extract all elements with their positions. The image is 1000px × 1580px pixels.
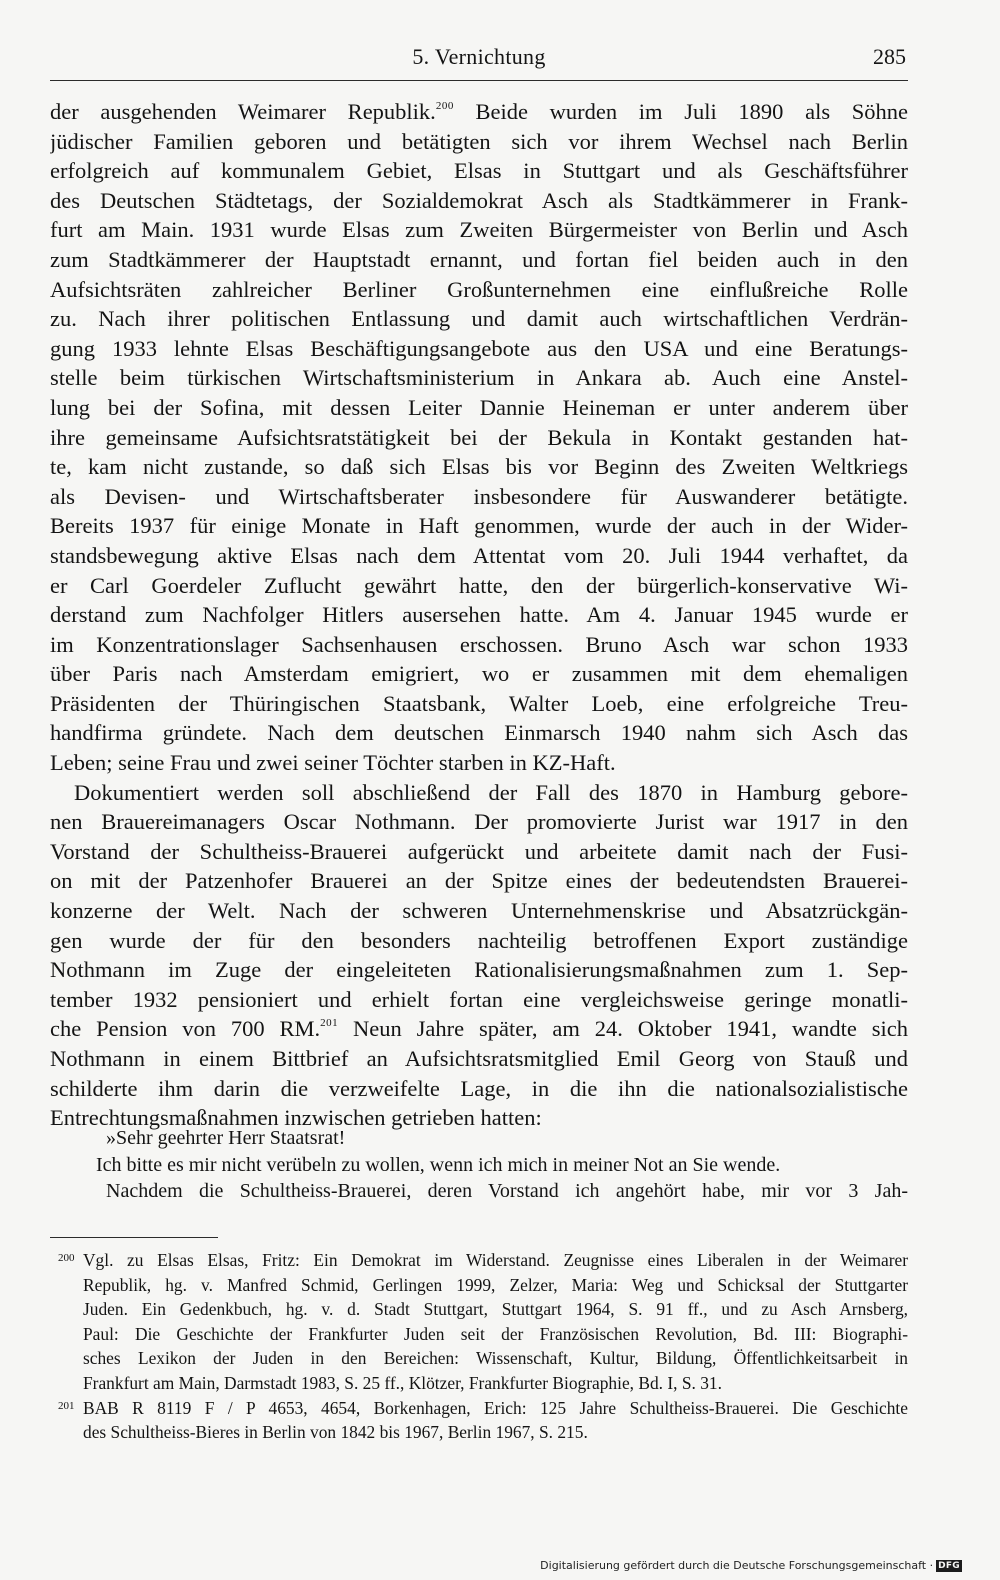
page-number: 285 [873,44,906,69]
text-line: schilderte ihm darin die verzweifelte Lage, in die ihn die nationalsozialistische [50,1075,908,1101]
text-line: er Carl Goerdeler Zuflucht gewährt hatte, den der bürgerlich-konservative Wi- [50,572,908,598]
text-line: standsbewegung aktive Elsas nach dem Attentat vom 20. Juli 1944 verhaftet, da [50,542,908,568]
footnote-line: Paul: Die Geschichte der Frankfurter Juden seit der Französischen Revolution, Bd. III: Biographi- [83,1323,908,1344]
text-line: on mit der Patzenhofer Brauerei an der Spitze eines der bedeutendsten Brauerei- [50,868,908,894]
footnote-line: BAB R 8119 F / P 4653, 4654, Borkenhagen, Erich: 125 Jahre Schultheiss-Brauerei. Die Geschichte [83,1397,908,1418]
text-line: nen Brauereimanagers Oscar Nothmann. Der promovierte Jurist war 1917 in den [50,809,908,835]
text-line: furt am Main. 1931 wurde Elsas zum Zweiten Bürgermeister von Berlin und Asch [50,217,908,243]
main-text [50,97,908,1133]
footnote-separator [50,1237,218,1238]
footnote-line: Republik, hg. v. Manfred Schmid, Gerlingen 1999, Zelzer, Maria: Weg und Schicksal der Stuttgarter [83,1274,908,1295]
quote-line: Ich bitte es mir nicht verübeln zu wollen, wenn ich mich in meiner Not an Sie wende. [96,1153,781,1176]
text-line: zum Stadtkämmerer der Hauptstadt ernannt, und fortan fiel beiden auch in den [50,246,908,272]
footnote-line: sches Lexikon der Juden in den Bereichen: Wissenschaft, Kultur, Bildung, Öffentlichkeitsarbeit in [83,1348,908,1369]
text-line: tember 1932 pensioniert und erhielt fortan eine vergleichsweise geringe monatli- [50,986,908,1012]
text-segment: Neun Jahre später, am 24. Oktober 1941, wandte sich [338,1016,908,1042]
block-quote [96,1125,908,1205]
text-line: jüdischer Familien geboren und betätigten sich vor ihrem Wechsel nach Berlin [50,128,908,154]
text-line: konzerne der Welt. Nach der schweren Unternehmenskrise und Absatzrückgän- [50,898,908,924]
text-line: handfirma gründete. Nach dem deutschen Einmarsch 1940 nahm sich Asch das [50,720,908,746]
footnotes [50,1248,908,1445]
text-line: Aufsichtsräten zahlreicher Berliner Großunternehmen eine einflußreiche Rolle [50,276,908,302]
text-line: Präsidenten der Thüringischen Staatsbank, Walter Loeb, eine erfolgreiche Treu- [50,690,908,716]
text-line: derstand zum Nachfolger Hitlers ausersehen hatte. Am 4. Januar 1945 wurde er [50,602,908,628]
text-line: Leben; seine Frau und zwei seiner Töchter starben in KZ-Haft. [50,750,616,776]
text-line: des Deutschen Städtetags, der Sozialdemokrat Asch als Stadtkämmerer in Frank- [50,187,908,213]
footnote-line: des Schultheiss-Bieres in Berlin von 1842 bis 1967, Berlin 1967, S. 215. [83,1422,588,1443]
quote-line: »Sehr geehrter Herr Staatsrat! [106,1127,346,1149]
text-segment: che Pension von 700 RM. [50,1016,321,1042]
footnote-201 [50,1396,908,1445]
footnote-200 [50,1248,908,1396]
footnote-ref-201[interactable]: 201 [320,1017,339,1030]
footnote-number: 200 [58,1252,75,1264]
text-line: als Devisen- und Wirtschaftsberater insbesondere für Auswanderer betätigte. [50,483,908,509]
quote-line: Nachdem die Schultheiss-Brauerei, deren Vorstand ich angehört habe, mir vor 3 Jah- [106,1180,908,1202]
text-line: Bereits 1937 für einige Monate in Haft genommen, wurde der auch in der Wider- [50,513,908,539]
paragraph-2 [50,778,908,1133]
text-line: ihre gemeinsame Aufsichtsratstätigkeit bei der Bekula in Kontakt gestanden hat- [50,424,908,450]
text-line: erfolgreich auf kommunalem Gebiet, Elsas in Stuttgart und als Geschäftsführer [50,158,908,184]
footnote-number: 201 [58,1399,75,1412]
text-line: über Paris nach Amsterdam emigriert, wo er zusammen mit dem ehemaligen [50,661,908,687]
text-line: gen wurde der für den besonders nachteilig betroffenen Export zuständige [50,927,908,953]
text-line [50,1014,908,1044]
text-line: Vorstand der Schultheiss-Brauerei aufgerückt und arbeitete damit nach der Fusi- [50,838,908,864]
text-line: im Konzentrationslager Sachsenhausen erschossen. Bruno Asch war schon 1933 [50,631,908,657]
text-line: Dokumentiert werden soll abschließend der Fall des 1870 in Hamburg gebore- [74,779,908,805]
credit-text: Digitalisierung gefördert durch die Deutsche Forschungsgemeinschaft · [540,1559,934,1572]
text-line: Entrechtungsmaßnahmen inzwischen getrieben hatten: [50,1105,542,1131]
running-head [50,40,908,81]
text-line: gung 1933 lehnte Elsas Beschäftigungsangebote aus den USA und eine Beratungs- [50,335,908,361]
text-line: Nothmann im Zuge der eingeleiteten Rationalisierungsmaßnahmen zum 1. Sep- [50,957,908,983]
digitization-credit [540,1559,962,1572]
text-line: zu. Nach ihrer politischen Entlassung und damit auch wirtschaftlichen Verdrän- [50,306,908,332]
dfg-logo: DFG [938,1560,960,1571]
text-segment: Beide wurden im Juli 1890 als Söhne [453,99,908,124]
footnote-line: Frankfurt am Main, Darmstadt 1983, S. 25 ff., Klötzer, Frankfurter Biographie, Bd. I, S. 31. [83,1372,722,1393]
text-line: Nothmann in einem Bittbrief an Aufsichtsratsmitglied Emil Georg von Stauß und [50,1046,908,1071]
text-line: te, kam nicht zustande, so daß sich Elsas bis vor Beginn des Zweiten Weltkriegs [50,454,908,480]
paragraph-1 [50,97,908,778]
chapter-title: 5. Vernichtung [412,44,546,69]
text-line: stelle beim türkischen Wirtschaftsministerium in Ankara ab. Auch eine Anstel- [50,365,908,391]
footnote-line: Juden. Ein Gedenkbuch, hg. v. d. Stadt Stuttgart, Stuttgart 1964, S. 91 ff., und zu Asch Arnsberg, [83,1299,908,1320]
footnote-line: Vgl. zu Elsas Elsas, Fritz: Ein Demokrat im Widerstand. Zeugnisse eines Liberalen in der Weimarer [83,1250,908,1270]
text-segment: der ausgehenden Weimarer Republik. [50,99,436,124]
text-line: lung bei der Sofina, mit dessen Leiter Dannie Heineman er unter anderem über [50,394,908,420]
footnote-ref-200[interactable]: 200 [435,100,454,112]
text-line [50,97,908,127]
